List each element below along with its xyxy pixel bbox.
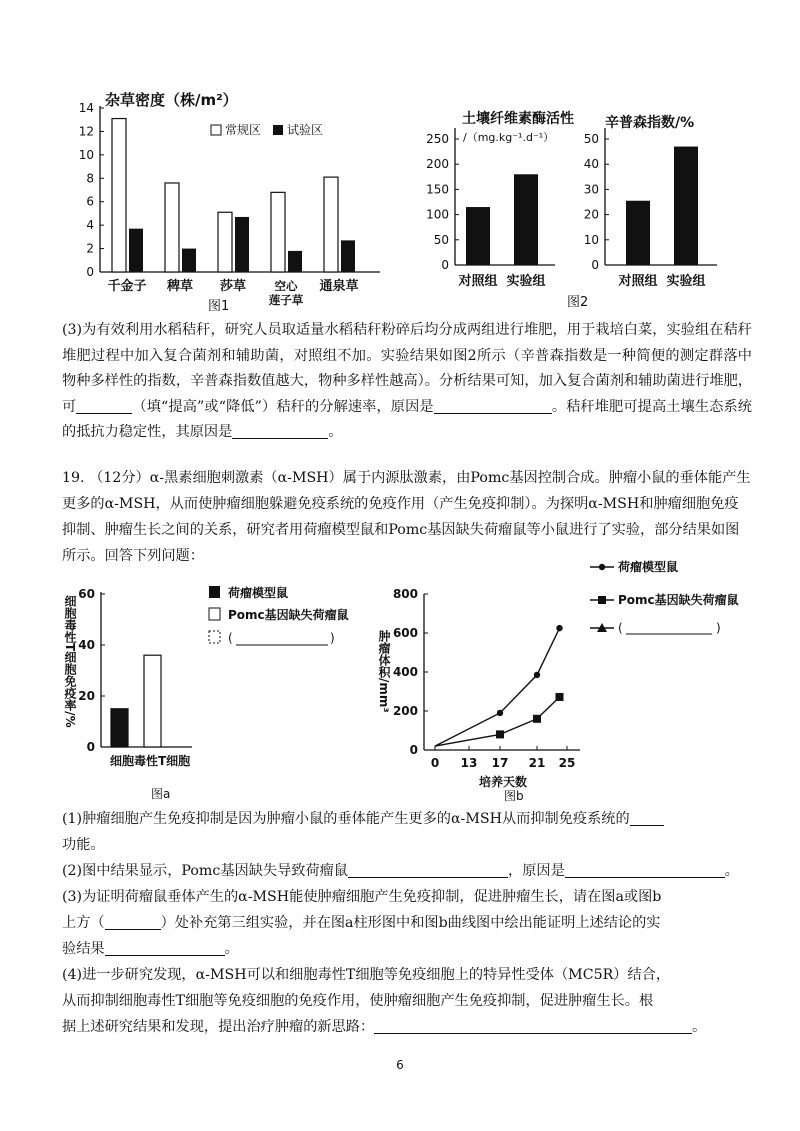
question-19-stem: 19. （12分）α-黑素细胞刺激素（α-MSH）属于内源肽激素，由Pomc基因控制合成。肿瘤小鼠的垂体能产生更多的α-MSH，从而使肿瘤细胞躲避免疫系统的免疫作用（产生免疫抑制）。为探明α-MSH和肿瘤细胞免疫抑制、肿瘤生长之间的关系，研究者用荷瘤模型鼠和Pomc基因缺失荷瘤鼠等小鼠进行了实验，部分结果如图所示。回答下列问题： [62,470,751,564]
question-2-text-c: 。 [724,863,739,879]
figB-y-tick-label: 0 [409,743,418,757]
page-number: 6 [396,1058,404,1072]
figB-series-line [435,628,560,746]
paragraph-3-text-2: （填“提高”或“降低”）秸秆的分解速率，原因是 [132,398,434,415]
fig2-caption: 图2 [567,295,589,310]
fig1-y-tick-label: 6 [86,194,94,209]
figB-legend-model-marker [599,564,605,570]
fig2-right-title: 辛普森指数/% [605,115,695,131]
question-3-text-b: 上方（ [62,915,105,931]
answer-blank-rate[interactable] [76,397,132,414]
fig2-right-y-tick-label: 20 [583,207,599,222]
figB-x-tick-label: 25 [558,756,576,770]
fig2-right-y-tick-label: 50 [583,132,599,146]
figA-y-tick-label: 0 [86,740,95,754]
figA-y-tick-label: 20 [78,689,95,703]
fig2-right-y-tick-label: 40 [583,157,599,172]
question-3-text-e: 。 [224,941,239,957]
question-1-line-2: 功能。 [62,837,105,853]
fig1-caption: 图1 [208,299,230,314]
figB-legend-model: 荷瘤模型鼠 [618,560,679,574]
fig1-y-tick-label: 12 [78,124,94,139]
question-3-text-d: 验结果 [62,941,105,957]
fig1-y-tick-label: 14 [78,101,94,115]
figA-legend-blank-open: ( [228,631,233,645]
figB-caption: 图b [504,789,524,803]
fig2-left-y-tick-label: 200 [426,157,449,172]
figB-x-label: 培养天数 [479,775,528,789]
figA-y-tick-label: 60 [78,587,95,601]
paragraph-3-text-4: 。 [328,424,343,440]
answer-blank-q2-reason[interactable] [565,861,725,878]
figB-point-model [497,710,503,716]
fig2-right-y-tick-label: 0 [591,258,599,272]
figA-caption: 图a [151,787,171,801]
figB-y-tick-label: 400 [392,665,418,679]
fig2-left-category-label: 实验组 [506,274,546,289]
question-4-text-c: 据上述研究结果和发现，提出治疗肿瘤的新思路： [62,1019,375,1035]
fig2-right-bar [674,147,698,265]
figB-legend-pomc: Pomc基因缺失荷瘤鼠 [618,593,739,607]
figA-legend-pomc: Pomc基因缺失荷瘤鼠 [228,608,349,622]
question-3-line-3 [62,936,762,962]
fig2-left-title-line2: /（mg.kg⁻¹.d⁻¹） [463,131,555,144]
fig2-left-title-line1: 土壤纤维素酶活性 [462,111,574,127]
fig1-y-tick-label: 0 [86,265,94,279]
fig1-y-tick-label: 8 [86,171,94,186]
figB-point-model [556,625,562,631]
fig1-category-label: 空心 [274,279,298,293]
figB-point-pomc [556,693,564,701]
figB-x-tick-label: 17 [491,756,509,770]
fig2-right-y-tick-label: 30 [583,182,599,197]
figB-x-tick-label: 0 [430,756,440,770]
figA-y-tick-label: 40 [78,638,95,652]
fig1-title: 杂草密度（株/m²） [105,91,238,109]
fig1-category-label: 通泉草 [319,279,359,294]
question-4-line-2: 从而抑制细胞毒性T细胞等免疫细胞的免疫作用，使肿瘤细胞产生免疫抑制，促进肿瘤生长。根 [62,993,654,1009]
figB-x-tick-label: 21 [528,756,546,770]
figure-2-compost-charts [0,0,800,320]
figB-point-pomc [496,730,504,738]
figB-point-model [534,672,540,678]
fig2-left-y-tick-label: 0 [441,258,449,272]
fig1-category-label: 稗草 [166,279,194,294]
question-2-text-a: (2)图中结果显示，Pomc基因缺失导致荷瘤鼠 [62,863,349,879]
fig2-right-bar [626,201,650,265]
fig2-left-y-tick-label: 50 [433,232,449,247]
fig1-legend-test: 试验区 [287,123,324,137]
fig2-right-category-label: 实验组 [666,274,706,289]
fig1-category-label: 莎草 [219,279,247,294]
fig1-category-label: 莲子草 [268,293,304,307]
fig1-y-tick-label: 4 [86,218,94,233]
question-1-text: (1)肿瘤细胞产生免疫抑制是因为肿瘤小鼠的垂体能产生更多的α-MSH从而抑制免疫系统的 [62,811,630,827]
paragraph-3 [62,318,752,446]
answer-blank-q1[interactable] [630,809,664,826]
fig2-right-y-tick-label: 10 [583,232,599,247]
figA-legend-model: 荷瘤模型鼠 [228,586,289,600]
fig1-y-tick-label: 10 [78,147,94,162]
figA-x-label: 细胞毒性T细胞 [110,754,191,768]
question-4-line-3 [62,1014,762,1040]
fig2-left-bar [466,207,490,265]
answer-blank-q3-result[interactable] [105,939,225,956]
figB-legend-blank-open: ( [618,621,623,635]
fig2-left-y-tick-label: 100 [426,207,449,222]
question-2 [62,858,762,884]
answer-blank-q2-result[interactable] [348,861,508,878]
question-1-line-1 [62,806,762,832]
fig2-left-y-tick-label: 250 [426,132,449,146]
figA-legend-blank-close: ) [330,631,335,645]
paragraph-3-text-1: (3)为有效利用水稻秸秆，研究人员取适量水稻秸秆粉碎后均分成两组进行堆肥，用于栽培白菜，实验组在秸秆堆肥过程中加入复合菌剂和辅助菌，对照组不加。实验结果如图2所示（辛普森指数是一种简便的测定群落中物种多样性的指数，辛普森指数值越大，物种多样性越高）。分析结果可知，加入复合菌剂和辅助菌进行堆肥，可 [62,322,752,415]
fig1-y-tick-label: 2 [86,241,94,256]
question-4-line-1: (4)进一步研究发现，α-MSH可以和细胞毒性T细胞等免疫细胞上的特异性受体（MC5R）结合， [62,967,671,983]
figB-y-tick-label: 200 [392,704,418,718]
fig1-legend-regular: 常规区 [225,123,262,137]
answer-blank-q3-group[interactable] [105,913,161,930]
paragraph-3-text-3: 。秸秆堆肥可提高土壤生态系统的抵抗力稳定性，其原因是 [62,398,752,440]
figB-y-label: 肿瘤体积/mm³ [377,630,391,713]
fig2-left-bar [514,174,538,265]
answer-blank-q4[interactable] [374,1017,692,1034]
figA-y-label: 细胞毒性T细胞免疫率/% [63,595,77,728]
question-2-text-b: ，原因是 [508,863,565,879]
figB-y-tick-label: 600 [392,626,418,640]
question-3-line-2 [62,910,762,936]
answer-blank-reason[interactable] [434,397,552,414]
figB-legend-blank-close: ) [716,621,721,635]
question-3-text-c: ）处补充第三组实验，并在图a柱形图中和图b曲线图中绘出能证明上述结论的实 [160,915,661,931]
figB-point-pomc [533,715,541,723]
figB-x-tick-label: 13 [460,756,478,770]
figB-legend-pomc-marker [598,596,606,604]
fig2-left-y-tick-label: 150 [426,182,449,197]
fig2-right-category-label: 对照组 [618,274,658,289]
question-3-line-1: (3)为证明荷瘤鼠垂体产生的α-MSH能使肿瘤细胞产生免疫抑制，促进肿瘤生长，请在图a或图b [62,889,662,905]
figB-y-tick-label: 800 [392,587,418,601]
fig2-left-category-label: 对照组 [458,274,498,289]
figure-b-tumor-volume-chart [0,470,800,810]
fig1-category-label: 千金子 [107,279,147,294]
answer-blank-stability[interactable] [232,422,328,439]
question-4-text-d: 。 [692,1019,707,1035]
